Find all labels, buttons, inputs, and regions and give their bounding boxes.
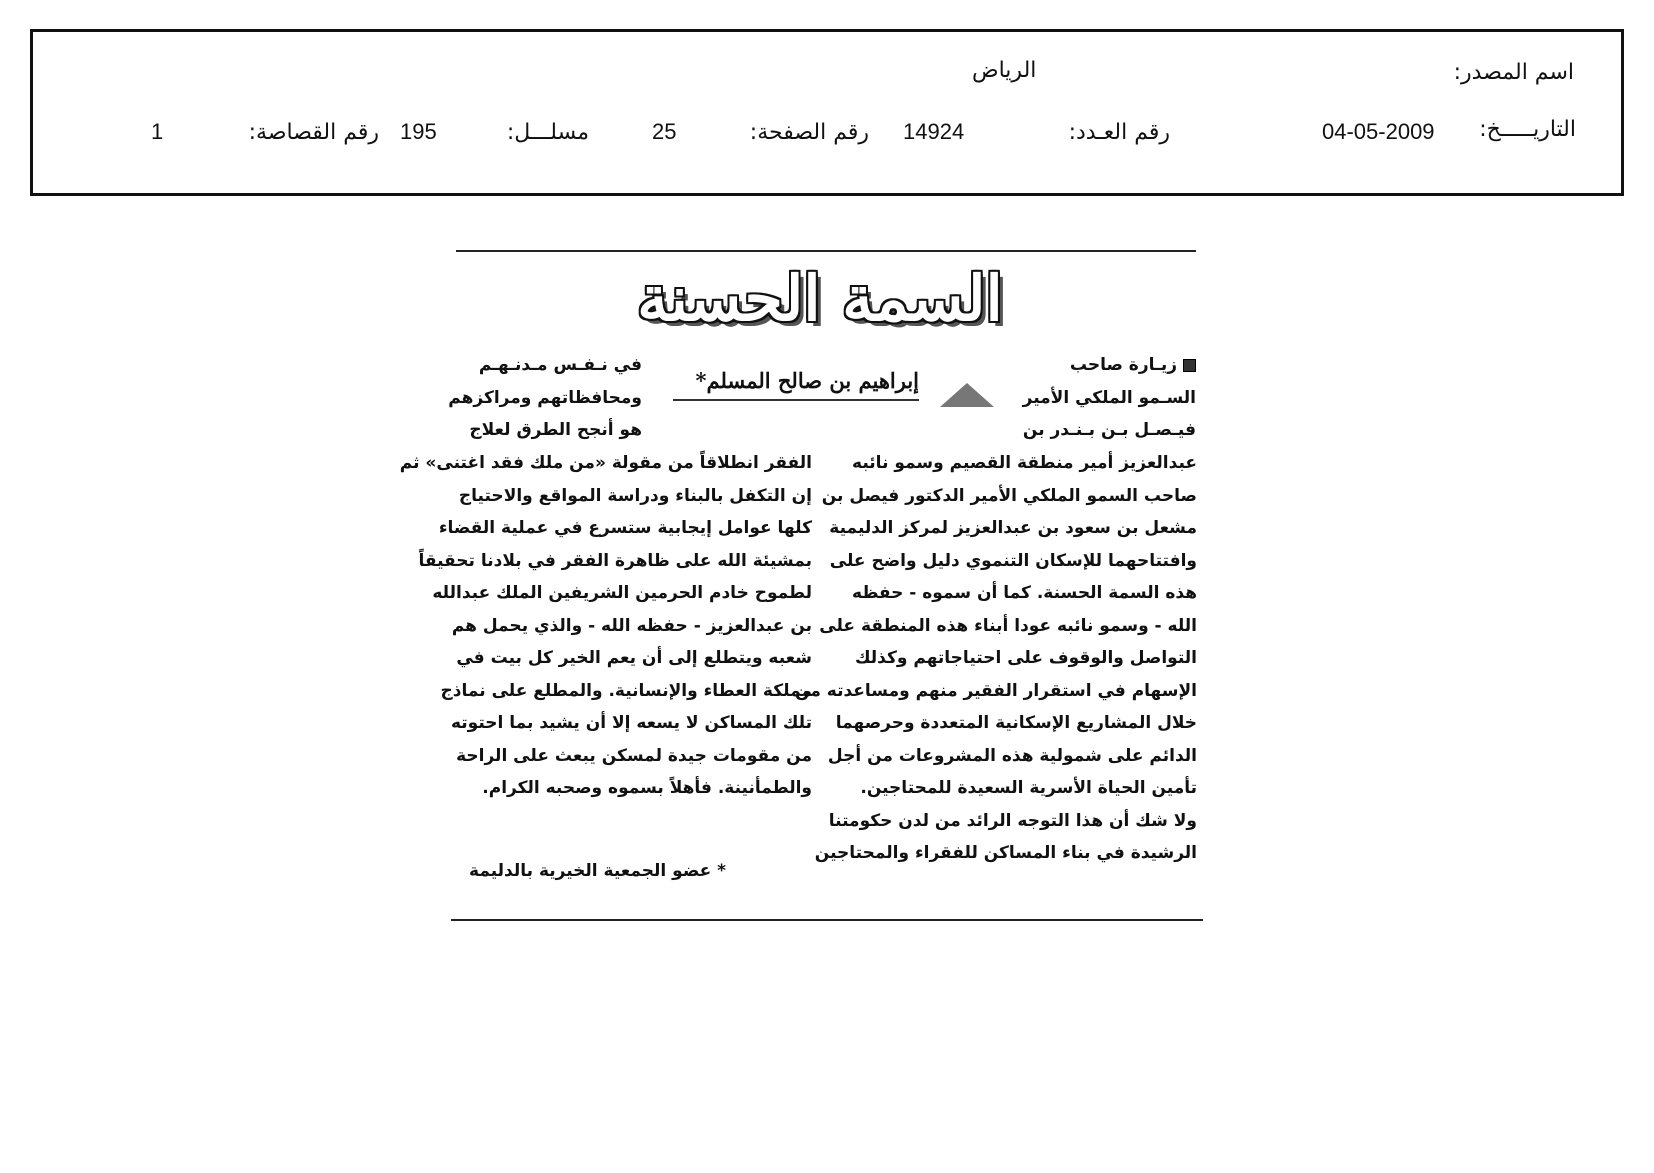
date-value: 04-05-2009 bbox=[1322, 119, 1435, 144]
date-label: التاريـــــخ: bbox=[1479, 117, 1576, 142]
source-label: اسم المصدر: bbox=[1453, 60, 1574, 85]
serial-label: مسلـــل: bbox=[506, 120, 589, 145]
right-column-intro: زيـارة صاحب السـمو الملكي الأمير فيـصـل بـن بـنـدر بن bbox=[1022, 355, 1196, 440]
article-title: السمة الحسنة bbox=[637, 262, 1003, 335]
clipping-number-label: رقم القصاصة: bbox=[248, 120, 379, 145]
bottom-rule bbox=[451, 919, 1203, 921]
clipping-header-box bbox=[30, 29, 1624, 196]
left-column-intro: في نـفـس مـدنـهـم ومحافظاتهم ومراكزهم هو أنجح الطرق لعلاج bbox=[448, 355, 642, 440]
clipping-number-value: 1 bbox=[151, 119, 164, 144]
source-value: الرياض bbox=[972, 58, 1037, 83]
author-footnote: * عضو الجمعية الخيرية بالدليمة bbox=[469, 861, 726, 881]
right-column-body: عبدالعزيز أمير منطقة القصيم وسمو نائبه صاحب السمو الملكي الأمير الدكتور فيصل بن مشعل بن سعود بن عبدالعزيز لمركز الدليمية وافتتاحهما للإسكان التنموي دليل واضح على هذه السمة الحسنة. كما أن سموه - حفظه الله - وسمو نائبه عودا أبناء هذه المنطقة على التواصل والوقوف على احتياجاتهم وكذلك الإسهام في استقرار الفقير منهم ومساعدته من خلال المشاريع الإسكانية المتعددة وحرصهما الدائم على شمولية هذه المشروعات من أجل تأمين الحياة الأسرية السعيدة للمحتاجين. ولا شك أن هذا التوجه الرائد من لدن حكومتنا الرشيدة في بناء المساكن للفقراء والمحتاجين bbox=[795, 453, 1197, 863]
issue-label: رقم العـدد: bbox=[1068, 120, 1170, 145]
page-label: رقم الصفحة: bbox=[749, 120, 869, 145]
square-bullet-icon bbox=[1183, 359, 1196, 372]
left-column-body: الفقر انطلاقاً من مقولة «من ملك فقد اغتنى» ثم إن التكفل بالبناء ودراسة المواقع والاحتياج كلها عوامل إيجابية ستسرع في عملية القضاء بمشيئة الله على ظاهرة الفقر في بلادنا تحقيقاً لطموح خادم الحرمين الشريفين الملك عبدالله بن عبدالعزيز - حفظه الله - والذي يحمل هم شعبه ويتطلع إلى أن يعم الخير كل بيت في مملكة العطاء والإنسانية. والمطلع على نماذج تلك المساكن لا يسعه إلا أن يشيد بما احتوته من مقومات جيدة لمسكن يبعث على الراحة والطمأنينة. فأهلاً بسموه وصحبه الكرام. bbox=[399, 453, 812, 798]
author-byline: إبراهيم بن صالح المسلم* bbox=[673, 368, 919, 401]
page-value: 25 bbox=[652, 119, 677, 144]
issue-value: 14924 bbox=[903, 119, 965, 144]
serial-value: 195 bbox=[400, 119, 437, 144]
top-rule bbox=[456, 250, 1196, 252]
